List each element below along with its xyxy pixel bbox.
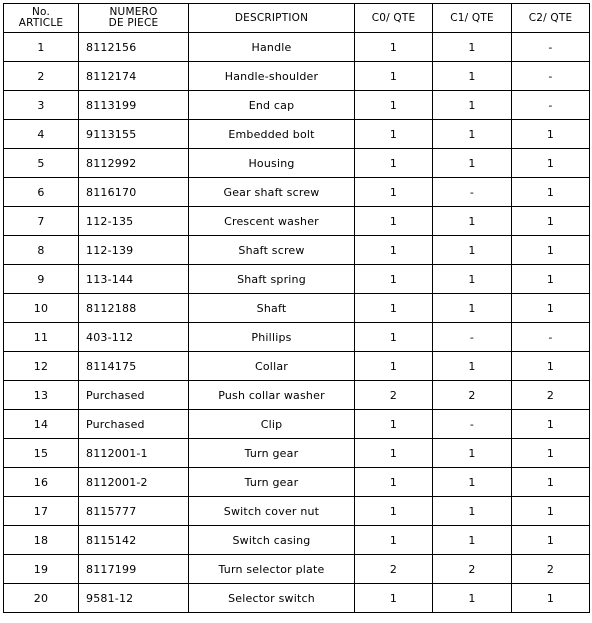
header-part-number: NUMERO DE PIECE bbox=[79, 4, 189, 33]
cell-c2-qty: 1 bbox=[512, 526, 590, 555]
table-row bbox=[4, 294, 590, 323]
cell-description: Turn gear bbox=[189, 439, 355, 468]
cell-c0-qty: 1 bbox=[355, 120, 433, 149]
cell-c0-qty: 1 bbox=[355, 294, 433, 323]
table-row bbox=[4, 178, 590, 207]
cell-c0-qty: 1 bbox=[355, 207, 433, 236]
cell-item-number: 4 bbox=[4, 120, 79, 149]
cell-item-number: 6 bbox=[4, 178, 79, 207]
cell-description: Selector switch bbox=[189, 584, 355, 613]
cell-part-number: 112-139 bbox=[79, 236, 189, 265]
cell-c2-qty: 1 bbox=[512, 468, 590, 497]
cell-item-number: 15 bbox=[4, 439, 79, 468]
cell-c2-qty: 1 bbox=[512, 584, 590, 613]
cell-c0-qty: 1 bbox=[355, 91, 433, 120]
cell-c2-qty: 1 bbox=[512, 236, 590, 265]
table-row bbox=[4, 584, 590, 613]
cell-description: Clip bbox=[189, 410, 355, 439]
cell-item-number: 2 bbox=[4, 62, 79, 91]
cell-c1-qty: 1 bbox=[433, 62, 512, 91]
cell-c2-qty: - bbox=[512, 323, 590, 352]
cell-c2-qty: 1 bbox=[512, 207, 590, 236]
cell-c0-qty: 1 bbox=[355, 497, 433, 526]
cell-c0-qty: 1 bbox=[355, 178, 433, 207]
cell-description: Push collar washer bbox=[189, 381, 355, 410]
cell-item-number: 16 bbox=[4, 468, 79, 497]
cell-item-number: 14 bbox=[4, 410, 79, 439]
header-c1-qty: C1/ QTE bbox=[433, 4, 512, 33]
cell-c2-qty: 2 bbox=[512, 381, 590, 410]
cell-description: Turn selector plate bbox=[189, 555, 355, 584]
cell-part-number: 8117199 bbox=[79, 555, 189, 584]
cell-c0-qty: 1 bbox=[355, 323, 433, 352]
cell-c1-qty: 1 bbox=[433, 497, 512, 526]
cell-item-number: 10 bbox=[4, 294, 79, 323]
cell-description: Handle-shoulder bbox=[189, 62, 355, 91]
cell-c0-qty: 1 bbox=[355, 149, 433, 178]
cell-description: Shaft spring bbox=[189, 265, 355, 294]
cell-item-number: 13 bbox=[4, 381, 79, 410]
cell-c2-qty: 1 bbox=[512, 352, 590, 381]
table-row bbox=[4, 236, 590, 265]
cell-part-number: 8112156 bbox=[79, 33, 189, 62]
cell-item-number: 20 bbox=[4, 584, 79, 613]
table-body bbox=[4, 33, 590, 613]
cell-c2-qty: - bbox=[512, 91, 590, 120]
cell-c2-qty: 1 bbox=[512, 410, 590, 439]
cell-item-number: 18 bbox=[4, 526, 79, 555]
cell-c0-qty: 1 bbox=[355, 468, 433, 497]
cell-c0-qty: 1 bbox=[355, 526, 433, 555]
table-row bbox=[4, 352, 590, 381]
cell-c0-qty: 1 bbox=[355, 352, 433, 381]
cell-c0-qty: 2 bbox=[355, 555, 433, 584]
cell-c1-qty: 2 bbox=[433, 555, 512, 584]
table-row bbox=[4, 439, 590, 468]
cell-part-number: 8112001-2 bbox=[79, 468, 189, 497]
cell-c1-qty: 1 bbox=[433, 120, 512, 149]
cell-c2-qty: 1 bbox=[512, 149, 590, 178]
cell-c1-qty: 1 bbox=[433, 439, 512, 468]
cell-c2-qty: 1 bbox=[512, 178, 590, 207]
table-row bbox=[4, 265, 590, 294]
cell-c0-qty: 1 bbox=[355, 33, 433, 62]
header-c2-qty: C2/ QTE bbox=[512, 4, 590, 33]
cell-c1-qty: 1 bbox=[433, 149, 512, 178]
cell-description: Collar bbox=[189, 352, 355, 381]
cell-c1-qty: 1 bbox=[433, 33, 512, 62]
table-row bbox=[4, 207, 590, 236]
cell-c2-qty: 1 bbox=[512, 120, 590, 149]
cell-description: Shaft bbox=[189, 294, 355, 323]
cell-c2-qty: 2 bbox=[512, 555, 590, 584]
cell-part-number: 8112188 bbox=[79, 294, 189, 323]
cell-c0-qty: 1 bbox=[355, 265, 433, 294]
cell-c2-qty: 1 bbox=[512, 294, 590, 323]
cell-c0-qty: 1 bbox=[355, 439, 433, 468]
cell-description: Crescent washer bbox=[189, 207, 355, 236]
cell-c0-qty: 1 bbox=[355, 62, 433, 91]
cell-part-number: Purchased bbox=[79, 410, 189, 439]
cell-c0-qty: 1 bbox=[355, 236, 433, 265]
cell-c1-qty: 1 bbox=[433, 265, 512, 294]
table-row bbox=[4, 410, 590, 439]
bill-of-materials-table bbox=[3, 3, 590, 613]
cell-description: Switch casing bbox=[189, 526, 355, 555]
cell-part-number: 113-144 bbox=[79, 265, 189, 294]
cell-item-number: 5 bbox=[4, 149, 79, 178]
cell-part-number: 8112001-1 bbox=[79, 439, 189, 468]
header-row bbox=[4, 4, 590, 33]
cell-description: Handle bbox=[189, 33, 355, 62]
table-row bbox=[4, 526, 590, 555]
table-row bbox=[4, 468, 590, 497]
cell-c1-qty: 1 bbox=[433, 236, 512, 265]
cell-description: Phillips bbox=[189, 323, 355, 352]
cell-item-number: 1 bbox=[4, 33, 79, 62]
cell-part-number: 8115142 bbox=[79, 526, 189, 555]
cell-c1-qty: 1 bbox=[433, 584, 512, 613]
cell-item-number: 19 bbox=[4, 555, 79, 584]
cell-c2-qty: 1 bbox=[512, 439, 590, 468]
cell-part-number: 9581-12 bbox=[79, 584, 189, 613]
cell-c1-qty: - bbox=[433, 178, 512, 207]
cell-description: End cap bbox=[189, 91, 355, 120]
cell-item-number: 11 bbox=[4, 323, 79, 352]
cell-c2-qty: 1 bbox=[512, 497, 590, 526]
table-row bbox=[4, 62, 590, 91]
table-row bbox=[4, 555, 590, 584]
cell-c1-qty: 1 bbox=[433, 294, 512, 323]
cell-c2-qty: 1 bbox=[512, 265, 590, 294]
table-row bbox=[4, 91, 590, 120]
cell-item-number: 12 bbox=[4, 352, 79, 381]
cell-description: Embedded bolt bbox=[189, 120, 355, 149]
cell-c2-qty: - bbox=[512, 62, 590, 91]
cell-description: Housing bbox=[189, 149, 355, 178]
cell-c0-qty: 1 bbox=[355, 584, 433, 613]
table-row bbox=[4, 323, 590, 352]
header-description: DESCRIPTION bbox=[189, 4, 355, 33]
cell-description: Turn gear bbox=[189, 468, 355, 497]
cell-item-number: 7 bbox=[4, 207, 79, 236]
cell-part-number: 8116170 bbox=[79, 178, 189, 207]
table-row bbox=[4, 33, 590, 62]
cell-description: Gear shaft screw bbox=[189, 178, 355, 207]
cell-item-number: 8 bbox=[4, 236, 79, 265]
cell-c1-qty: 2 bbox=[433, 381, 512, 410]
cell-description: Switch cover nut bbox=[189, 497, 355, 526]
cell-c1-qty: 1 bbox=[433, 207, 512, 236]
table-row bbox=[4, 381, 590, 410]
cell-part-number: 8112992 bbox=[79, 149, 189, 178]
cell-part-number: 403-112 bbox=[79, 323, 189, 352]
cell-c2-qty: - bbox=[512, 33, 590, 62]
cell-part-number: 8113199 bbox=[79, 91, 189, 120]
cell-item-number: 9 bbox=[4, 265, 79, 294]
cell-part-number: Purchased bbox=[79, 381, 189, 410]
cell-part-number: 8112174 bbox=[79, 62, 189, 91]
cell-c0-qty: 2 bbox=[355, 381, 433, 410]
cell-c0-qty: 1 bbox=[355, 410, 433, 439]
table-row bbox=[4, 497, 590, 526]
cell-description: Shaft screw bbox=[189, 236, 355, 265]
cell-item-number: 17 bbox=[4, 497, 79, 526]
cell-c1-qty: - bbox=[433, 410, 512, 439]
cell-part-number: 112-135 bbox=[79, 207, 189, 236]
header-item-number: No. ARTICLE bbox=[4, 4, 79, 33]
cell-c1-qty: 1 bbox=[433, 91, 512, 120]
cell-c1-qty: - bbox=[433, 323, 512, 352]
cell-c1-qty: 1 bbox=[433, 352, 512, 381]
cell-item-number: 3 bbox=[4, 91, 79, 120]
cell-c1-qty: 1 bbox=[433, 526, 512, 555]
table-header bbox=[4, 4, 590, 33]
table-row bbox=[4, 120, 590, 149]
cell-part-number: 8115777 bbox=[79, 497, 189, 526]
header-c0-qty: C0/ QTE bbox=[355, 4, 433, 33]
cell-part-number: 8114175 bbox=[79, 352, 189, 381]
cell-part-number: 9113155 bbox=[79, 120, 189, 149]
table-row bbox=[4, 149, 590, 178]
cell-c1-qty: 1 bbox=[433, 468, 512, 497]
